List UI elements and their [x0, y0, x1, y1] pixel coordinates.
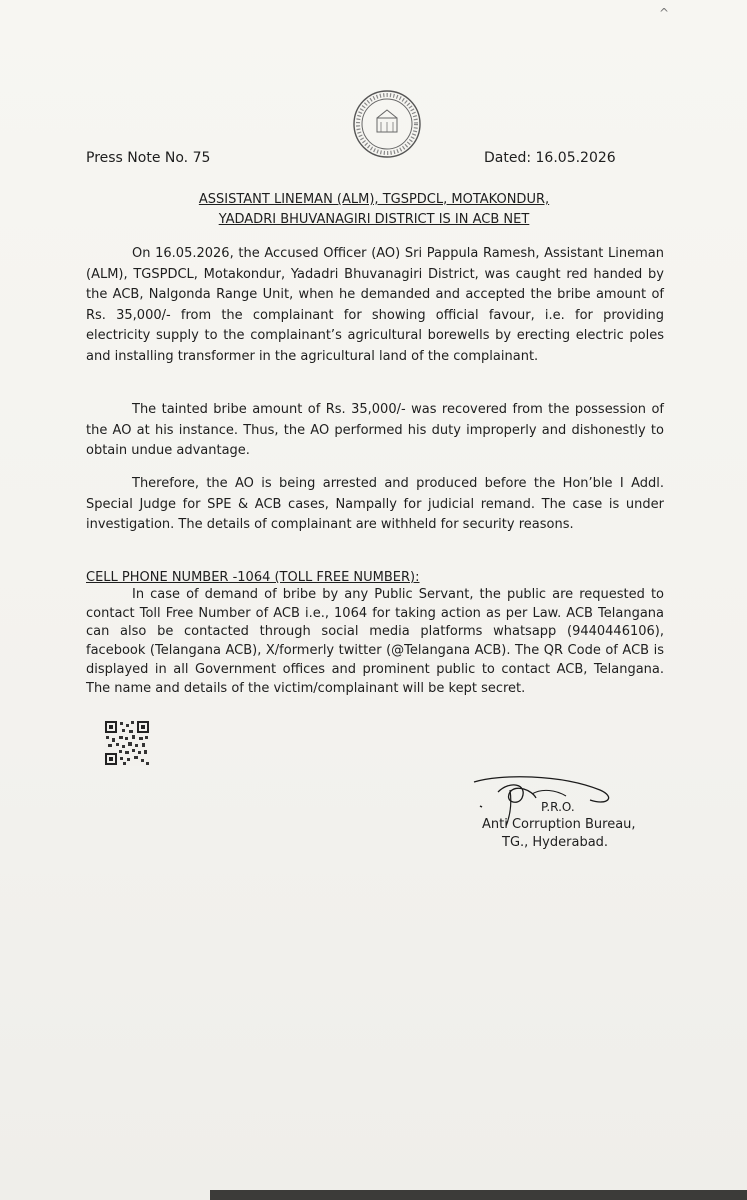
headline-line-2: YADADRI BHUVANAGIRI DISTRICT IS IN ACB NET — [218, 212, 530, 227]
press-note-date: Dated: 16.05.2026 — [484, 150, 616, 166]
press-note-number: Press Note No. 75 — [86, 150, 211, 166]
corner-caret-mark: ^ — [658, 6, 669, 20]
paragraph-recovery: The tainted bribe amount of Rs. 35,000/- was recovered from the possession of the AO at his instance. Thus, the AO performed his duty improperly and dishonestly to obtain undue advantage. — [86, 402, 664, 458]
headline — [120, 190, 628, 230]
paragraph-contact-info: In case of demand of bribe by any Public Servant, the public are requested to contact Toll Free Number of ACB i.e., 1064 for taking action as per Law. ACB Telangana can also be contacted through social media platforms whatsapp (9440446106), facebook (Telangana ACB), X/formerly twitter (@Telangana ACB). The QR Code of ACB is displayed in all Government offices and prominent public to contact ACB, Telangana. The name and details of the victim/complainant will be kept secret. — [86, 587, 664, 696]
signature-bureau: Anti Corruption Bureau, — [482, 817, 636, 832]
scan-edge-strip — [210, 1190, 747, 1200]
cell-phone-heading: CELL PHONE NUMBER -1064 (TOLL FREE NUMBER): — [86, 570, 420, 585]
paragraph-incident: On 16.05.2026, the Accused Officer (AO) Sri Pappula Ramesh, Assistant Lineman (ALM), TGSPDCL, Motakondur, Yadadri Bhuvanagiri District, was caught red handed by the ACB, Nalgonda Range Unit, when he demanded and accepted the bribe amount of Rs. 35,000/- from the complainant for showing official favour, i.e. for providing electricity supply to the complainant’s agricultural borewells by erecting electric poles and installing transformer in the agricultural land of the complainant. — [86, 246, 664, 364]
signature-city: TG., Hyderabad. — [502, 835, 609, 850]
acb-qr-code-icon — [104, 720, 150, 766]
headline-line-1: ASSISTANT LINEMAN (ALM), TGSPDCL, MOTAKONDUR, — [198, 192, 550, 207]
signature-title: P.R.O. — [541, 800, 575, 814]
paragraph-arrest: Therefore, the AO is being arrested and produced before the Hon’ble I Addl. Special Judge for SPE & ACB cases, Nampally for judicial remand. The case is under investigation. The details of complainant are withheld for security reasons. — [86, 476, 664, 532]
government-seal-icon — [351, 88, 423, 160]
